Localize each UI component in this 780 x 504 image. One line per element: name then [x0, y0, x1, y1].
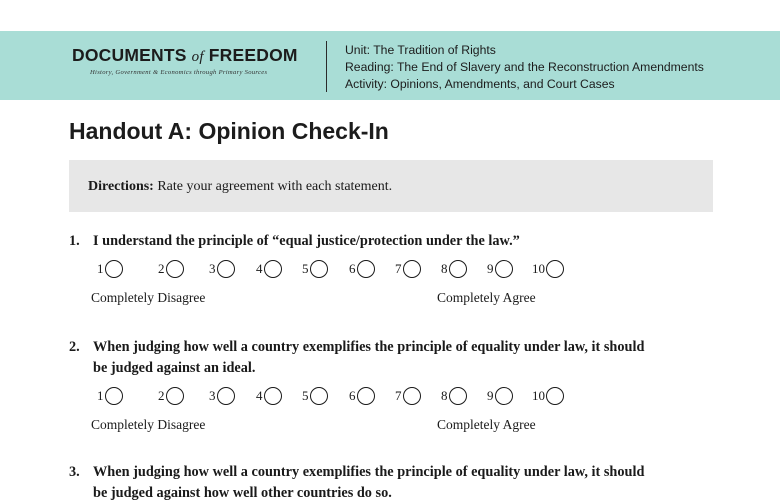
- header-banner: [0, 31, 780, 100]
- logo-title: [72, 45, 298, 66]
- radio-circle-icon[interactable]: [105, 260, 123, 278]
- question-text: [69, 337, 719, 379]
- question-line: When judging how well a country exemplifies the principle of equality under law, it should: [93, 464, 645, 480]
- directions-box: [69, 160, 713, 212]
- question-text: [69, 231, 719, 252]
- rating-option-label: 7: [395, 261, 402, 276]
- rating-option-label: 9: [487, 261, 494, 276]
- rating-option-label: 10: [532, 261, 545, 276]
- question-number: 3.: [69, 464, 80, 480]
- rating-option-label: 8: [441, 261, 448, 276]
- radio-circle-icon[interactable]: [166, 387, 184, 405]
- question-number: 2.: [69, 339, 80, 355]
- rating-option-4[interactable]: [256, 260, 282, 278]
- radio-circle-icon[interactable]: [310, 260, 328, 278]
- rating-option-10[interactable]: [532, 387, 564, 405]
- radio-circle-icon[interactable]: [403, 387, 421, 405]
- logo-subtitle: History, Government & Economics through Primary Sources: [90, 69, 268, 76]
- question-1: [69, 231, 719, 308]
- rating-option-label: 4: [256, 388, 263, 403]
- header-divider: [326, 41, 327, 92]
- radio-circle-icon[interactable]: [449, 260, 467, 278]
- rating-option-3[interactable]: [209, 260, 235, 278]
- scale-anchors: [69, 417, 719, 435]
- rating-option-label: 1: [97, 261, 104, 276]
- rating-option-label: 1: [97, 388, 104, 403]
- rating-scale: [69, 387, 719, 411]
- rating-option-label: 8: [441, 388, 448, 403]
- directions-label: Directions:: [88, 179, 154, 194]
- logo: [72, 45, 298, 76]
- radio-circle-icon[interactable]: [546, 387, 564, 405]
- rating-option-label: 2: [158, 388, 165, 403]
- rating-option-label: 6: [349, 261, 356, 276]
- rating-option-label: 5: [302, 388, 309, 403]
- rating-option-label: 7: [395, 388, 402, 403]
- question-3: [69, 462, 719, 504]
- logo-word-of: of: [191, 49, 204, 65]
- rating-option-label: 3: [209, 388, 216, 403]
- question-number: 1.: [69, 233, 80, 249]
- directions-text: Rate your agreement with each statement.: [157, 179, 393, 194]
- radio-circle-icon[interactable]: [403, 260, 421, 278]
- anchor-agree: Completely Agree: [437, 417, 536, 432]
- activity-label: Activity: Opinions, Amendments, and Court Cases: [345, 77, 615, 91]
- radio-circle-icon[interactable]: [264, 387, 282, 405]
- radio-circle-icon[interactable]: [217, 260, 235, 278]
- rating-option-8[interactable]: [441, 387, 467, 405]
- radio-circle-icon[interactable]: [264, 260, 282, 278]
- rating-scale: [69, 260, 719, 284]
- radio-circle-icon[interactable]: [357, 260, 375, 278]
- radio-circle-icon[interactable]: [217, 387, 235, 405]
- radio-circle-icon[interactable]: [166, 260, 184, 278]
- radio-circle-icon[interactable]: [495, 387, 513, 405]
- radio-circle-icon[interactable]: [310, 387, 328, 405]
- radio-circle-icon[interactable]: [357, 387, 375, 405]
- rating-option-8[interactable]: [441, 260, 467, 278]
- rating-option-7[interactable]: [395, 387, 421, 405]
- logo-word-documents: DOCUMENTS: [72, 45, 187, 65]
- unit-label: Unit: The Tradition of Rights: [345, 43, 496, 57]
- radio-circle-icon[interactable]: [495, 260, 513, 278]
- question-line: be judged against how well other countries do so.: [93, 485, 392, 501]
- radio-circle-icon[interactable]: [546, 260, 564, 278]
- rating-option-10[interactable]: [532, 260, 564, 278]
- rating-option-5[interactable]: [302, 387, 328, 405]
- rating-option-2[interactable]: [158, 387, 184, 405]
- rating-option-7[interactable]: [395, 260, 421, 278]
- logo-word-freedom: FREEDOM: [208, 45, 298, 65]
- page-title: Handout A: Opinion Check-In: [69, 118, 389, 144]
- rating-option-label: 3: [209, 261, 216, 276]
- question-line: be judged against an ideal.: [93, 360, 256, 376]
- rating-option-6[interactable]: [349, 260, 375, 278]
- question-text: [69, 462, 719, 504]
- rating-option-label: 4: [256, 261, 263, 276]
- anchor-disagree: Completely Disagree: [91, 290, 206, 305]
- rating-option-label: 9: [487, 388, 494, 403]
- unit-info: [345, 42, 704, 93]
- radio-circle-icon[interactable]: [449, 387, 467, 405]
- rating-option-label: 2: [158, 261, 165, 276]
- rating-option-6[interactable]: [349, 387, 375, 405]
- radio-circle-icon[interactable]: [105, 387, 123, 405]
- question-line: When judging how well a country exemplifies the principle of equality under law, it should: [93, 339, 645, 355]
- rating-option-3[interactable]: [209, 387, 235, 405]
- rating-option-1[interactable]: [97, 260, 123, 278]
- anchor-disagree: Completely Disagree: [91, 417, 206, 432]
- rating-option-label: 6: [349, 388, 356, 403]
- question-line: I understand the principle of “equal justice/protection under the law.”: [93, 233, 520, 249]
- anchor-agree: Completely Agree: [437, 290, 536, 305]
- rating-option-label: 10: [532, 388, 545, 403]
- reading-label: Reading: The End of Slavery and the Reconstruction Amendments: [345, 60, 704, 74]
- rating-option-4[interactable]: [256, 387, 282, 405]
- rating-option-5[interactable]: [302, 260, 328, 278]
- rating-option-9[interactable]: [487, 260, 513, 278]
- question-2: [69, 337, 719, 435]
- rating-option-9[interactable]: [487, 387, 513, 405]
- rating-option-2[interactable]: [158, 260, 184, 278]
- rating-option-1[interactable]: [97, 387, 123, 405]
- scale-anchors: [69, 290, 719, 308]
- rating-option-label: 5: [302, 261, 309, 276]
